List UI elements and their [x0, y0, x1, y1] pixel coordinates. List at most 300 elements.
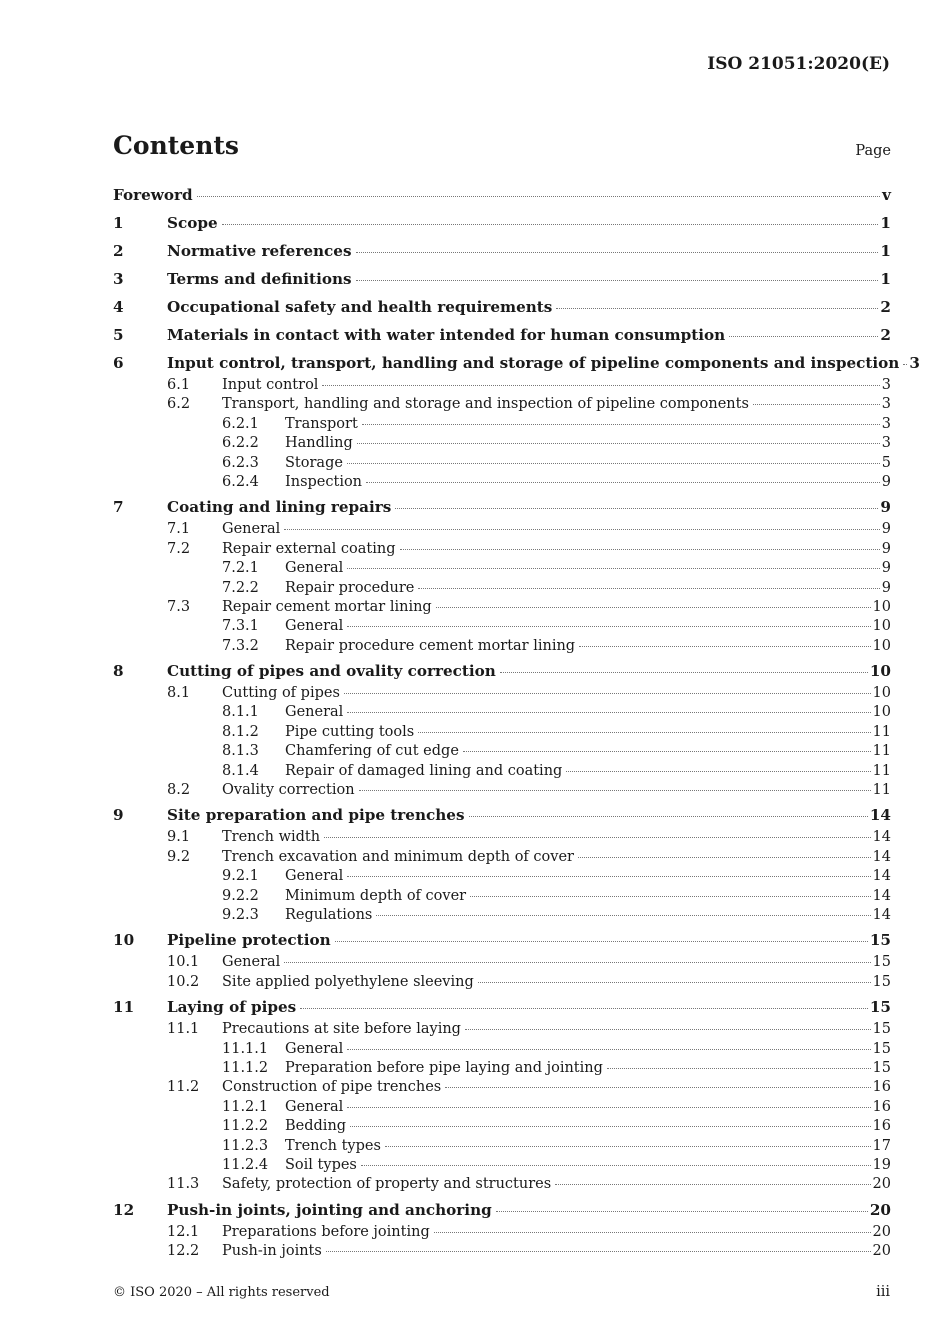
toc-entry[interactable] [113, 599, 891, 618]
toc-entry-line [285, 888, 891, 904]
toc-entry-number: 11.1.2 [222, 1059, 269, 1076]
toc-entry-page: 11 [872, 723, 891, 740]
toc-entry-line [167, 326, 891, 344]
toc-entry-number: 11.1 [167, 1021, 200, 1038]
toc-entry[interactable] [113, 354, 920, 377]
toc-entry-line [222, 599, 891, 615]
toc-entry[interactable] [113, 435, 891, 454]
copyright-notice: © ISO 2020 – All rights reserved [113, 1285, 330, 1300]
toc-entry[interactable] [113, 704, 891, 723]
dot-leader [347, 626, 870, 627]
toc-entry-title: General [285, 1098, 344, 1115]
toc-entry-number: 8.1.3 [222, 743, 259, 760]
toc-entry-number: 9.1 [167, 829, 191, 846]
toc-entry-line [285, 1041, 891, 1057]
toc-entry-number: 11 [113, 998, 135, 1017]
toc-entry-title: Handling [285, 435, 353, 452]
toc-entry-number: 8 [113, 662, 124, 681]
toc-entry-title: Cutting of pipes and ovality correction [167, 662, 496, 681]
toc-entry-page: 11 [872, 743, 891, 760]
toc-entry-page: 20 [872, 1223, 891, 1240]
toc-entry-page: 15 [869, 998, 891, 1017]
toc-entry-page: 14 [872, 887, 891, 904]
toc-entry-line [167, 662, 891, 680]
toc-entry[interactable] [113, 580, 891, 599]
toc-entry-number: 11.2.2 [222, 1118, 269, 1135]
toc-entry-page: 9 [881, 579, 891, 596]
toc-entry-number: 12.1 [167, 1223, 200, 1240]
toc-entry-page: 1 [880, 270, 891, 288]
toc-entry[interactable] [113, 298, 891, 321]
toc-entry[interactable] [113, 1041, 891, 1060]
toc-entry-title: General [222, 521, 281, 538]
toc-entry-page: 3 [881, 377, 891, 393]
toc-entry-title: Pipe cutting tools [285, 723, 415, 740]
toc-entry-title: Inspection [285, 473, 363, 490]
toc-entry-line [285, 435, 891, 451]
toc-entry-number: 11.3 [167, 1176, 200, 1193]
toc-entry-number: 8.1.2 [222, 723, 259, 740]
toc-entry-line [167, 1201, 891, 1219]
dot-leader [344, 693, 871, 694]
toc-entry-line [285, 1138, 891, 1154]
toc-entry-line [285, 1060, 891, 1076]
toc-entry-number: 11.2 [167, 1079, 200, 1096]
toc-entry-page: 14 [872, 906, 891, 923]
toc-entry-title: Laying of pipes [167, 998, 297, 1017]
dot-leader [347, 1107, 870, 1108]
toc-entry-page: 15 [869, 931, 891, 950]
toc-entry[interactable] [113, 743, 891, 762]
toc-entry[interactable] [113, 1079, 891, 1098]
dot-leader [400, 549, 880, 550]
dot-leader [347, 1049, 870, 1050]
toc-entry-title: Scope [167, 214, 218, 232]
toc-entry-line [285, 618, 891, 634]
toc-entry-line [167, 214, 891, 232]
toc-entry-line [222, 685, 891, 701]
toc-entry-line [222, 974, 891, 990]
toc-entry-title: Push-in joints, jointing and anchoring [167, 1200, 492, 1219]
dot-leader [356, 280, 879, 281]
dot-leader [463, 751, 871, 752]
toc-entry-title: Push-in joints [222, 1243, 322, 1260]
toc-entry-line [222, 782, 891, 798]
toc-entry-page: 9 [880, 498, 891, 517]
toc-entry-page: 1 [880, 214, 891, 232]
toc-entry-page: 1 [880, 242, 891, 260]
toc-entry-number: 12 [113, 1200, 135, 1219]
toc-entry-title: Site preparation and pipe trenches [167, 806, 465, 825]
toc-entry[interactable] [113, 186, 891, 209]
toc-entry-page: 14 [869, 806, 891, 825]
dot-leader [578, 857, 871, 858]
toc-entry-page: 10 [872, 618, 891, 635]
dot-leader [366, 482, 880, 483]
toc-entry-number: 4 [113, 298, 124, 316]
dot-leader [347, 712, 870, 713]
toc-entry-number: 8.1.1 [222, 704, 259, 721]
toc-entry-title: Bedding [285, 1118, 347, 1135]
toc-entry-title: Construction of pipe trenches [222, 1079, 442, 1096]
toc-entry-number: 9.2.1 [222, 868, 259, 885]
dot-leader [284, 962, 870, 963]
toc-entry[interactable] [113, 326, 891, 349]
toc-entry-line [285, 724, 891, 740]
toc-entry-line [167, 498, 891, 516]
toc-entry-title: Repair of damaged lining and coating [285, 762, 563, 779]
toc-entry-line [285, 704, 891, 720]
toc-entry-line [285, 416, 891, 432]
toc-entry-title: Transport [285, 415, 358, 432]
toc-entry-title: Normative references [167, 242, 352, 260]
toc-entry-number: 10 [113, 931, 135, 950]
dot-leader [436, 607, 871, 608]
toc-entry-line [222, 954, 891, 970]
toc-entry-line [167, 270, 891, 288]
toc-entry-page: 20 [872, 1176, 891, 1193]
toc-entry-number: 7.3.2 [222, 637, 259, 654]
toc-entry-page: 11 [872, 782, 891, 799]
toc-entry-number: 5 [113, 326, 124, 344]
toc-entry-line [222, 1224, 891, 1240]
toc-entry-page: 20 [872, 1243, 891, 1260]
dot-leader [326, 1251, 871, 1252]
dot-leader [418, 732, 870, 733]
toc-entry[interactable] [113, 1060, 891, 1079]
toc-entry-line [222, 849, 891, 865]
toc-entry-page: 19 [872, 1156, 891, 1173]
toc-entry-number: 12.2 [167, 1243, 200, 1260]
toc-entry-page: 9 [881, 473, 891, 490]
toc-entry[interactable] [113, 1099, 891, 1118]
toc-entry[interactable] [113, 806, 891, 829]
toc-entry-number: 6.2.1 [222, 415, 259, 432]
contents-heading: Contents [113, 131, 240, 160]
toc-entry-title: Cutting of pipes [222, 685, 340, 702]
page-number: iii [876, 1284, 890, 1300]
toc-entry-number: 9.2 [167, 848, 191, 865]
dot-leader [579, 646, 870, 647]
toc-entry-line [167, 242, 891, 260]
toc-entry[interactable] [113, 1157, 891, 1176]
toc-entry-line [113, 186, 891, 204]
toc-entry[interactable] [113, 242, 891, 265]
dot-leader [362, 424, 880, 425]
toc-entry[interactable] [113, 1118, 891, 1137]
toc-entry-title: Storage [285, 454, 343, 471]
toc-entry-line [285, 868, 891, 884]
dot-leader [555, 1184, 870, 1185]
toc-entry-number: 8.1 [167, 685, 191, 702]
dot-leader [566, 771, 870, 772]
toc-entry-number: 6.2.3 [222, 454, 259, 471]
toc-entry-title: Safety, protection of property and structures [222, 1176, 552, 1193]
toc-entry-line [222, 377, 891, 393]
toc-entry-page: 3 [909, 354, 920, 372]
toc-entry-title: General [222, 954, 281, 971]
toc-entry-title: General [285, 704, 344, 721]
dot-leader [465, 1029, 871, 1030]
toc-entry-number: 7 [113, 498, 124, 517]
toc-entry-number: 9 [113, 806, 124, 825]
toc-entry-title: Input control, transport, handling and storage of pipeline components and inspection [167, 354, 900, 372]
toc-entry-title: Preparation before pipe laying and jointing [285, 1059, 603, 1076]
toc-entry-page: 3 [881, 415, 891, 432]
toc-entry[interactable] [113, 638, 891, 657]
toc-entry-number: 7.2.1 [222, 560, 259, 577]
toc-entry-title: Trench width [222, 829, 321, 846]
dot-leader [496, 1211, 868, 1212]
document-id: ISO 21051:2020(E) [707, 54, 890, 74]
toc-entry-title: Chamfering of cut edge [285, 743, 459, 760]
toc-entry-title: General [285, 560, 344, 577]
toc-entry[interactable] [113, 1138, 891, 1157]
dot-leader [729, 336, 878, 337]
toc-entry-title: Transport, handling and storage and inspection of pipeline components [222, 396, 749, 413]
table-of-contents [113, 186, 920, 1262]
dot-leader [753, 404, 880, 405]
toc-entry-number: 9.2.3 [222, 906, 259, 923]
toc-entry-number: 7.3 [167, 598, 191, 615]
toc-entry-title: Preparations before jointing [222, 1223, 430, 1240]
toc-entry[interactable] [113, 782, 891, 801]
toc-entry[interactable] [113, 541, 891, 560]
toc-entry-number: 10.1 [167, 954, 200, 971]
toc-entry-number: 1 [113, 214, 124, 232]
dot-leader [357, 443, 880, 444]
toc-entry[interactable] [113, 829, 891, 848]
dot-leader [347, 876, 870, 877]
toc-entry-page: 9 [881, 560, 891, 577]
dot-leader [385, 1146, 871, 1147]
toc-entry-title: Repair procedure cement mortar lining [285, 637, 576, 654]
dot-leader [322, 385, 879, 386]
toc-entry[interactable] [113, 931, 891, 954]
toc-entry-title: Coating and lining repairs [167, 498, 392, 517]
toc-entry-line [222, 396, 891, 412]
dot-leader [478, 982, 871, 983]
toc-entry-line [167, 931, 891, 949]
toc-entry[interactable] [113, 1224, 891, 1243]
toc-entry-title: Minimum depth of cover [285, 887, 467, 904]
toc-entry-number: 9.2.2 [222, 887, 259, 904]
dot-leader [607, 1068, 871, 1069]
toc-entry[interactable] [113, 474, 891, 493]
toc-entry-line [285, 907, 891, 923]
dot-leader [284, 529, 879, 530]
toc-entry-page: 10 [872, 598, 891, 615]
toc-entry-page: 5 [881, 454, 891, 471]
toc-entry-number: 11.2.1 [222, 1098, 269, 1115]
toc-entry-page: 2 [880, 326, 891, 344]
toc-entry-line [167, 298, 891, 316]
toc-entry[interactable] [113, 662, 891, 685]
toc-entry-page: 16 [872, 1079, 891, 1096]
toc-entry-line [167, 354, 920, 372]
toc-entry-title: Precautions at site before laying [222, 1021, 461, 1038]
toc-entry[interactable] [113, 1201, 891, 1224]
toc-entry[interactable] [113, 998, 891, 1021]
dot-leader [347, 463, 880, 464]
dot-leader [903, 364, 907, 365]
toc-entry-title: Regulations [285, 906, 373, 923]
toc-entry-title: General [285, 1040, 344, 1057]
dot-leader [445, 1087, 870, 1088]
dot-leader [359, 790, 871, 791]
toc-entry-number: 8.1.4 [222, 762, 259, 779]
toc-entry-number: 6.1 [167, 377, 191, 393]
toc-entry-number: 6.2.2 [222, 435, 259, 452]
toc-entry-title: Repair cement mortar lining [222, 598, 432, 615]
dot-leader [300, 1008, 868, 1009]
toc-entry-number: 11.2.4 [222, 1156, 269, 1173]
toc-entry-title: Soil types [285, 1156, 357, 1173]
dot-leader [470, 896, 870, 897]
toc-entry-number: 7.1 [167, 521, 191, 538]
toc-entry-line [285, 1099, 891, 1115]
toc-entry[interactable] [113, 521, 891, 540]
toc-entry-title: Repair external coating [222, 540, 396, 557]
toc-entry-line [285, 580, 891, 596]
dot-leader [197, 196, 881, 197]
toc-entry[interactable] [113, 416, 891, 435]
toc-entry-number: 2 [113, 242, 124, 260]
toc-entry-line [222, 1079, 891, 1095]
toc-entry-line [222, 521, 891, 537]
toc-entry-page: 14 [872, 829, 891, 846]
toc-entry-page: 15 [872, 1040, 891, 1057]
toc-entry-title: Input control [222, 377, 319, 393]
toc-entry-page: 11 [872, 762, 891, 779]
dot-leader [434, 1232, 871, 1233]
toc-entry[interactable] [113, 455, 891, 474]
toc-entry-title: Occupational safety and health requirements [167, 298, 553, 316]
toc-entry-title: Foreword [113, 186, 193, 204]
dot-leader [556, 308, 878, 309]
toc-entry[interactable] [113, 396, 891, 415]
toc-entry-page: 15 [872, 1059, 891, 1076]
toc-entry-page: v [882, 186, 891, 204]
toc-entry-line [285, 1157, 891, 1173]
toc-entry-number: 10.2 [167, 973, 200, 990]
toc-entry-title: Ovality correction [222, 782, 355, 799]
toc-entry[interactable] [113, 377, 891, 396]
toc-entry-page: 15 [872, 973, 891, 990]
toc-entry-line [222, 1243, 891, 1259]
toc-entry-page: 14 [872, 848, 891, 865]
toc-entry-number: 3 [113, 270, 124, 288]
dot-leader [418, 588, 879, 589]
dot-leader [335, 941, 868, 942]
toc-entry[interactable] [113, 1176, 891, 1195]
toc-entry-page: 10 [872, 704, 891, 721]
toc-entry-number: 7.2.2 [222, 579, 259, 596]
toc-entry[interactable] [113, 560, 891, 579]
toc-entry-page: 9 [881, 540, 891, 557]
dot-leader [347, 568, 879, 569]
toc-entry[interactable] [113, 1021, 891, 1040]
toc-entry[interactable] [113, 724, 891, 743]
toc-entry-page: 20 [869, 1200, 891, 1219]
toc-entry-title: Repair procedure [285, 579, 415, 596]
toc-entry-page: 10 [869, 662, 891, 681]
toc-entry-page: 15 [872, 1021, 891, 1038]
toc-entry-line [222, 541, 891, 557]
toc-entry-number: 6 [113, 354, 124, 372]
toc-entry-number: 6.2 [167, 396, 191, 413]
dot-leader [324, 837, 870, 838]
toc-entry-page: 10 [872, 637, 891, 654]
toc-entry-page: 16 [872, 1118, 891, 1135]
toc-entry[interactable] [113, 763, 891, 782]
toc-entry-line [285, 474, 891, 490]
toc-entry[interactable] [113, 907, 891, 926]
toc-entry-title: Terms and definitions [167, 270, 352, 288]
toc-entry[interactable] [113, 618, 891, 637]
dot-leader [361, 1165, 871, 1166]
toc-entry-line [285, 743, 891, 759]
toc-entry-line [285, 1118, 891, 1134]
toc-entry-number: 11.1.1 [222, 1040, 269, 1057]
toc-entry-number: 8.2 [167, 782, 191, 799]
dot-leader [395, 508, 878, 509]
toc-entry-page: 3 [881, 435, 891, 452]
toc-entry-number: 7.3.1 [222, 618, 259, 635]
toc-entry-title: Trench excavation and minimum depth of cover [222, 848, 574, 865]
toc-entry-page: 14 [872, 868, 891, 885]
toc-entry-number: 6.2.4 [222, 473, 259, 490]
toc-entry-line [285, 455, 891, 471]
toc-entry[interactable] [113, 685, 891, 704]
toc-entry[interactable] [113, 1243, 891, 1262]
dot-leader [350, 1126, 870, 1127]
dot-leader [500, 672, 868, 673]
toc-entry-title: General [285, 618, 344, 635]
toc-entry[interactable] [113, 498, 891, 521]
dot-leader [376, 915, 870, 916]
toc-entry-title: Trench types [285, 1137, 381, 1154]
toc-entry-page: 15 [872, 954, 891, 971]
toc-entry-page: 9 [881, 521, 891, 538]
toc-entry[interactable] [113, 954, 891, 973]
toc-entry-number: 11.2.3 [222, 1137, 269, 1154]
toc-entry[interactable] [113, 849, 891, 868]
toc-entry-title: General [285, 868, 344, 885]
toc-entry[interactable] [113, 214, 891, 237]
toc-entry-page: 3 [881, 396, 891, 413]
dot-leader [222, 224, 879, 225]
toc-entry-title: Site applied polyethylene sleeving [222, 973, 474, 990]
dot-leader [356, 252, 879, 253]
toc-entry-title: Materials in contact with water intended for human consumption [167, 326, 726, 344]
toc-entry-line [285, 638, 891, 654]
toc-entry-number: 7.2 [167, 540, 191, 557]
dot-leader [469, 816, 868, 817]
toc-entry[interactable] [113, 270, 891, 293]
toc-entry-line [285, 560, 891, 576]
toc-entry-line [167, 998, 891, 1016]
toc-entry-line [285, 763, 891, 779]
toc-entry-line [222, 1021, 891, 1037]
toc-entry[interactable] [113, 868, 891, 887]
toc-entry-line [222, 829, 891, 845]
toc-entry[interactable] [113, 888, 891, 907]
page-column-label: Page [855, 143, 891, 159]
toc-entry[interactable] [113, 974, 891, 993]
toc-entry-page: 16 [872, 1098, 891, 1115]
toc-entry-line [167, 806, 891, 824]
